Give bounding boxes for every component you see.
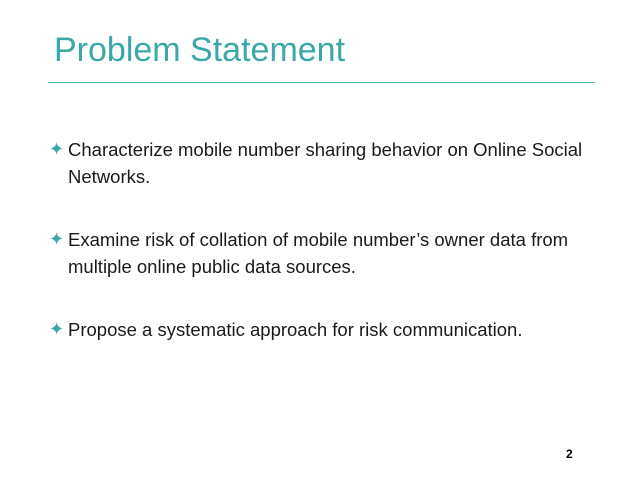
title-divider bbox=[48, 82, 595, 83]
page-number: 2 bbox=[566, 447, 573, 461]
four-pointed-star-icon: ✦ bbox=[49, 139, 65, 160]
bullet-text: Characterize mobile number sharing behavior on Online Social Networks. bbox=[68, 139, 583, 187]
bullet-list bbox=[48, 136, 588, 343]
bullet-item bbox=[48, 136, 588, 190]
four-pointed-star-icon: ✦ bbox=[49, 229, 65, 250]
bullet-text: Propose a systematic approach for risk communication. bbox=[68, 319, 523, 340]
bullet-item bbox=[48, 316, 588, 343]
bullet-text: Examine risk of collation of mobile number’s owner data from multiple online public data sources. bbox=[68, 229, 569, 277]
four-pointed-star-icon: ✦ bbox=[49, 319, 65, 340]
slide-title: Problem Statement bbox=[54, 31, 346, 69]
bullet-item bbox=[48, 226, 588, 280]
